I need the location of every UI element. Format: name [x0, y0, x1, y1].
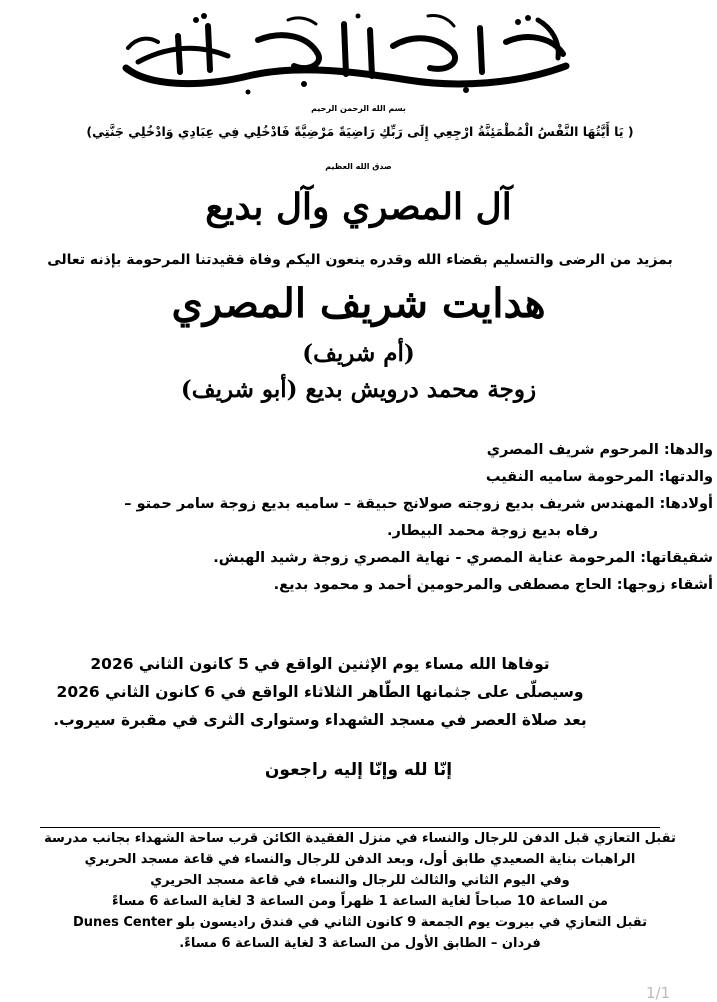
condolence-line: تقبل التعازي في بيروت يوم الجمعة 9 كانون الثاني في فندق راديسون بلو Dunes Center	[72, 915, 648, 930]
burial-place: بعد صلاة العصر في مسجد الشهداء وستوارى الثرى في مقبرة سيروب.	[53, 711, 587, 729]
families-title: آل المصري وآل بديع	[205, 186, 512, 228]
sadaq-allah: صدق الله العظيم	[325, 162, 392, 171]
deceased-name: هدايت شريف المصري	[171, 280, 546, 327]
funeral-prayer: وسيصلّى على جثمانها الطّاهر الثلاثاء الواقع في 6 كانون الثاني 2026	[56, 683, 584, 701]
relative-in-laws: أشقاء زوجها: الحاج مصطفى والمرحومين أحمد و محمود بديع.	[273, 577, 713, 593]
condolence-line: فردان – الطابق الأول من الساعة 3 لغاية الساعة 6 مساءً.	[179, 936, 541, 951]
relatives-list	[5, 437, 713, 599]
page-number: 1/1	[646, 984, 671, 1002]
basmala: بسم الله الرحمن الرحيم	[311, 104, 406, 113]
condolence-line: الراهبات بناية الصعيدي طابق أول، وبعد الدفن للرجال والنساء في قاعة مسجد الحريري	[84, 852, 636, 867]
relative-father: والدها: المرحوم شريف المصري	[486, 442, 713, 458]
relative-children-cont: رفاه بديع زوجة محمد البيطار.	[386, 523, 598, 539]
condolence-line: من الساعة 10 صباحاً لغاية الساعة 1 ظهراً ومن الساعة 3 لغاية الساعة 6 مساءً	[112, 894, 608, 909]
deceased-kunya: (أم شريف)	[302, 340, 415, 367]
death-info	[40, 650, 600, 734]
deceased-husband: زوجة محمد درويش بديع (أبو شريف)	[180, 376, 537, 403]
announcement-intro: بمزيد من الرضى والتسليم بقضاء الله وقدره ينعون اليكم وفاة فقيدتنا المرحومة بإذنه تعالى	[47, 252, 673, 268]
relative-children: أولادها: المهندس شريف بديع زوجته صولانج حبيقة – ساميه بديع زوجة سامر حمتو –	[124, 496, 713, 512]
relative-sisters: شقيقاتها: المرحومة عناية المصري - نهاية المصري زوجة رشيد الهبش.	[213, 550, 713, 566]
calligraphy-header	[108, 6, 588, 100]
death-date: توفاها الله مساء يوم الإثنين الواقع في 5 كانون الثاني 2026	[90, 655, 550, 673]
quran-verse: ( يَا أَيَّتُهَا النَّفْسُ الْمُطْمَئِنَّةُ ارْجِعِي إِلَى رَبِّكِ رَاضِيَةً مَرْضِيَّةً فَادْخُلِي فِي عِبَادِي وَادْخُلِي جَنَّتِي)	[86, 124, 634, 139]
relative-mother: والدتها: المرحومة ساميه النقيب	[485, 469, 713, 485]
inna-lillah: إنّا لله وإنّا إليه راجعون	[264, 760, 453, 780]
condolence-line: وفي اليوم الثاني والثالث للرجال والنساء في قاعة مسجد الحريري	[150, 873, 570, 888]
condolences-block	[20, 828, 700, 954]
condolence-line: تقبل التعازي قبل الدفن للرجال والنساء في منزل الفقيدة الكائن قرب ساحة الشهداء بجانب مدرسة	[44, 831, 676, 846]
